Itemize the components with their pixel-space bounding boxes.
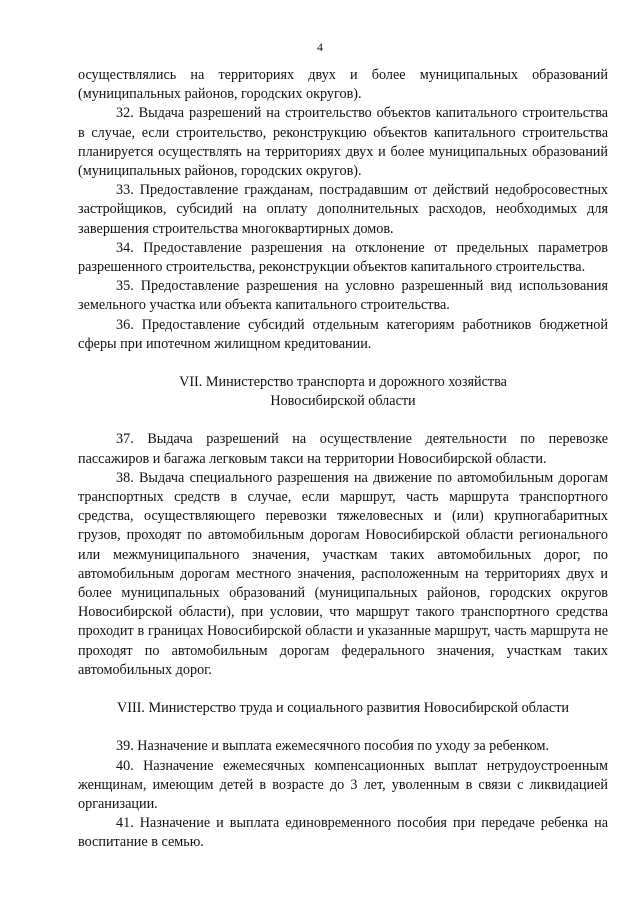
document-body xyxy=(78,66,608,853)
paragraph-item-37: 37. Выдача разрешений на осуществление деятельности по перевозке пассажиров и багажа легковым такси на территории Новосибирской области. xyxy=(78,431,608,467)
paragraph-item-33: 33. Предоставление гражданам, пострадавшим от действий недобросовестных застройщиков, субсидий на оплату дополнительных расходов, необходимых для завершения строительства многоквартирных домов. xyxy=(78,182,608,237)
section-heading-vii-line-2: Новосибирской области xyxy=(270,393,416,410)
paragraph-item-35: 35. Предоставление разрешения на условно разрешенный вид использования земельного участка или объекта капитального строительства. xyxy=(78,278,608,314)
paragraph-item-34: 34. Предоставление разрешения на отклонение от предельных параметров разрешенного строительства, реконструкции объектов капитального строительства. xyxy=(78,239,608,276)
section-heading-viii xyxy=(78,699,608,718)
paragraph-item-41: 41. Назначение и выплата единовременного пособия при передаче ребенка на воспитание в семью. xyxy=(78,815,608,851)
section-heading-vii-line-1: VII. Министерство транспорта и дорожного хозяйства xyxy=(179,374,507,391)
paragraph-item-36: 36. Предоставление субсидий отдельным категориям работников бюджетной сферы при ипотечном жилищном кредитовании. xyxy=(78,316,608,352)
paragraph-item-38: 38. Выдача специального разрешения на движение по автомобильным дорогам транспортных средств в случае, если маршрут, часть маршрута транспортного средства, осуществляющего перевозки тяжеловесных и (или) крупногабаритных грузов, проходят по автомобильным дорогам Новосибирской области регионального или межмуниципального значения, участкам таких автомобильных дорог, по автомобильным дорогам местного значения, расположенным на территориях двух и более муниципальных образований (муниципальных районов, городских округов Новосибирской области), при условии, что маршрут такого транспортного средства проходит в границах Новосибирской области и указанные маршрут, часть маршрута не проходят по автомобильным дорогам федерального значения, участкам таких автомобильных дорог. xyxy=(78,469,608,678)
section-heading-viii-line-1: VIII. Министерство труда и социального развития Новосибирской области xyxy=(116,700,570,717)
section-heading-vii xyxy=(78,373,608,411)
paragraph-item-40: 40. Назначение ежемесячных компенсационных выплат нетрудоустроенным женщинам, имеющим детей в возрасте до 3 лет, уволенным в связи с ликвидацией организации. xyxy=(78,757,608,812)
paragraph-item-39: 39. Назначение и выплата ежемесячного пособия по уходу за ребенком. xyxy=(116,738,550,755)
paragraph-continuation: осуществлялись на территориях двух и более муниципальных образований (муниципальных районов, городских округов). xyxy=(78,67,608,103)
page-number: 4 xyxy=(317,40,323,54)
paragraph-item-32: 32. Выдача разрешений на строительство объектов капитального строительства в случае, если строительство, реконструкцию объектов капитального строительства планируется осуществлять на территориях двух и более муниципальных образований (муниципальных районов, городских округов). xyxy=(78,105,608,180)
